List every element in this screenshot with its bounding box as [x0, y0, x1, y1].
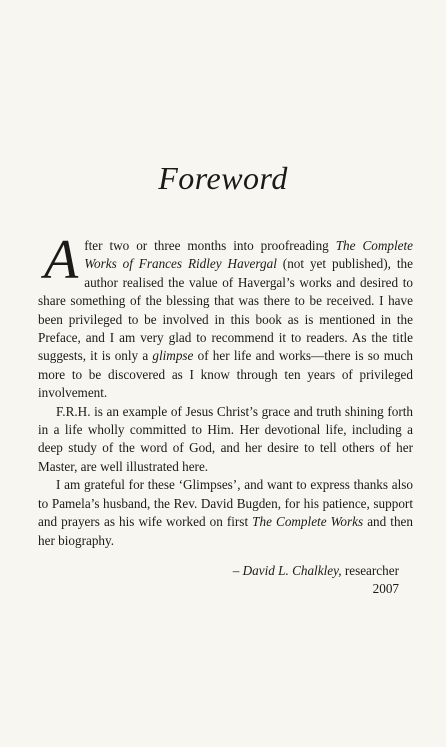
paragraph-3	[38, 476, 413, 550]
book-title-complete-works-2: The Complete Works	[252, 514, 364, 530]
p3-text-a: I am grateful for these ‘Glimpses’, and want to express thanks also to Pamela’s husband, the Rev. David Bugden, for his patience, support and prayers as his wife worked on first	[38, 477, 413, 530]
signature-block	[233, 562, 399, 598]
book-title-complete-works: The Complete Works of Frances Ridley Havergal	[84, 238, 413, 272]
p3-text-c: and then her biography.	[38, 514, 414, 548]
signature-year: 2007	[372, 581, 399, 596]
signature-role: researcher	[341, 563, 399, 578]
signature-name: – David L. Chalkley,	[232, 563, 342, 578]
page-title: Foreword	[158, 160, 288, 196]
foreword-body	[38, 229, 414, 550]
emphasis-glimpse: glimpse	[152, 348, 194, 364]
drop-cap: A	[44, 229, 79, 291]
signature-line	[233, 562, 399, 580]
paragraph-2: F.R.H. is an example of Jesus Christ’s grace and truth shining forth in a life wholly committed to Him. Her devotional life, including a deep study of the word of God, and her desire to tell others of her Master, are well illustrated here.	[38, 403, 413, 474]
p1-text-c: (not yet published), the author realised the value of Havergal’s works and desired to share something of the blessing that was there to be received. I have been privileged to be involved in this book as is mentioned in the Preface, and I am very glad to recommend it to readers. As the title suggests, it is only a	[38, 256, 413, 364]
p1-text-a: fter two or three months into proofreading	[84, 238, 336, 253]
paragraph-1	[38, 229, 413, 403]
p1-text-e: of her life and works—there is so much more to be discovered as I know through ten years of privileged involvement.	[38, 348, 413, 401]
